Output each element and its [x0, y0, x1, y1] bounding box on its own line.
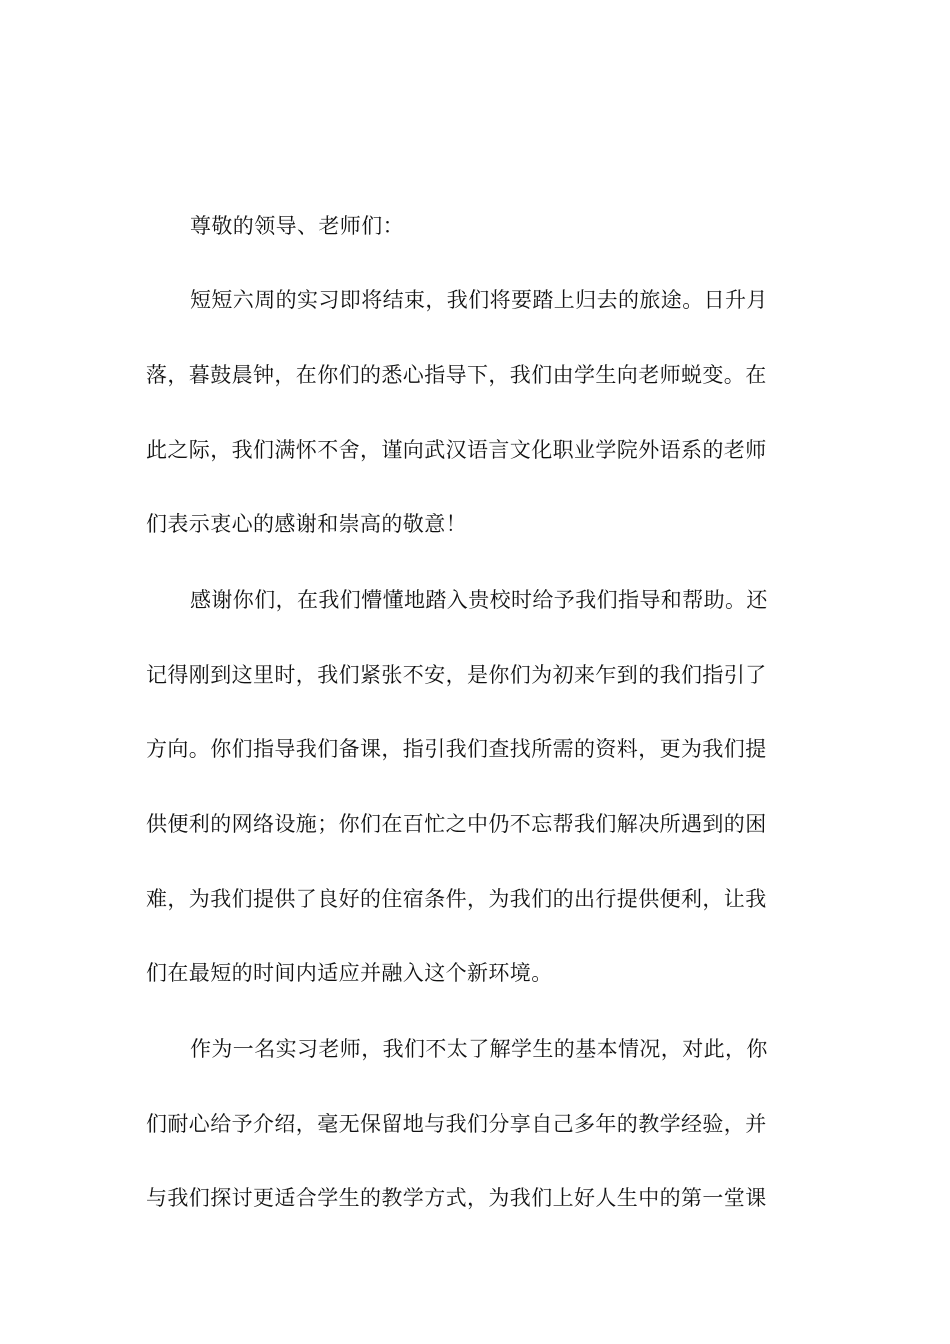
paragraph-2-line-4: 供便利的网络设施；你们在百忙之中仍不忘帮我们解决所遇到的困 [146, 812, 767, 836]
paragraph-3-line-1: 作为一名实习老师，我们不太了解学生的基本情况，对此，你 [190, 1037, 768, 1061]
paragraph-2-line-3: 方向。你们指导我们备课，指引我们查找所需的资料，更为我们提 [146, 737, 767, 761]
paragraph-1-line-2: 落，暮鼓晨钟，在你们的悉心指导下，我们由学生向老师蜕变。在 [146, 363, 767, 387]
salutation: 尊敬的领导、老师们： [190, 214, 404, 238]
paragraph-2-line-6: 们在最短的时间内适应并融入这个新环境。 [146, 961, 553, 985]
paragraph-1-line-4: 们表示衷心的感谢和崇高的敬意！ [146, 512, 467, 536]
paragraph-2-line-5: 难，为我们提供了良好的住宿条件，为我们的出行提供便利，让我 [146, 887, 767, 911]
paragraph-2-line-1: 感谢你们，在我们懵懂地踏入贵校时给予我们指导和帮助。还 [190, 588, 768, 612]
paragraph-1-line-3: 此之际，我们满怀不舍，谨向武汉语言文化职业学院外语系的老师 [146, 438, 767, 462]
paragraph-3-line-2: 们耐心给予介绍，毫无保留地与我们分享自己多年的教学经验，并 [146, 1112, 767, 1136]
paragraph-1-line-1: 短短六周的实习即将结束，我们将要踏上归去的旅途。日升月 [190, 288, 768, 312]
paragraph-3-line-3: 与我们探讨更适合学生的教学方式，为我们上好人生中的第一堂课 [146, 1186, 767, 1210]
paragraph-2-line-2: 记得刚到这里时，我们紧张不安，是你们为初来乍到的我们指引了 [146, 663, 767, 687]
